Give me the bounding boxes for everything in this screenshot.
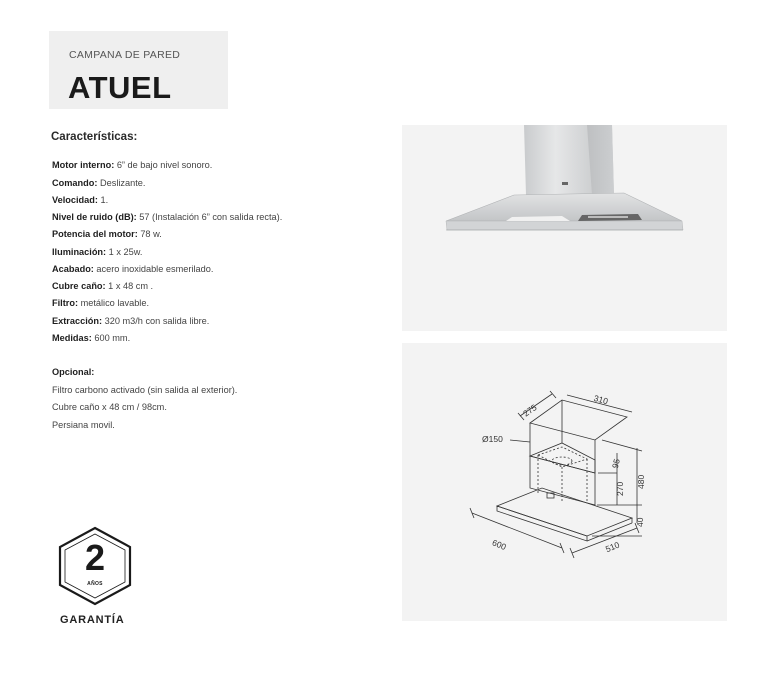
spec-value: 6” de bajo nivel sonoro. — [114, 160, 213, 170]
dim-offset: 95 — [609, 457, 622, 470]
spec-value: 1. — [97, 195, 109, 205]
product-title: ATUEL — [68, 70, 172, 105]
spec-velocidad — [52, 195, 108, 205]
title-box — [49, 31, 228, 109]
range-hood-image — [402, 125, 727, 331]
spec-label: Motor interno: — [52, 160, 115, 170]
spec-cubre-cano — [52, 281, 153, 291]
spec-comando — [52, 178, 145, 188]
spec-value: 78 w. — [137, 229, 162, 239]
spec-extraccion — [52, 316, 209, 326]
warranty-years: 2 — [84, 537, 106, 578]
dim-top-width: 310 — [592, 392, 610, 407]
spec-potencia — [52, 229, 162, 239]
spec-medidas — [52, 333, 130, 343]
spec-value: acero inoxidable esmerilado. — [93, 264, 214, 274]
dim-duct-diameter: Ø150 — [482, 434, 503, 444]
spec-filtro — [52, 298, 149, 308]
spec-label: Acabado: — [52, 264, 94, 274]
spec-value: 600 mm. — [91, 333, 131, 343]
spec-motor — [52, 160, 212, 170]
spec-label: Velocidad: — [52, 195, 98, 205]
warranty-unit: AÑOS — [87, 581, 103, 587]
spec-value: 1 x 48 cm . — [105, 281, 154, 291]
spec-value: metálico lavable. — [78, 298, 150, 308]
spec-label: Cubre caño: — [52, 281, 106, 291]
spec-label: Filtro: — [52, 298, 79, 308]
spec-label: Nivel de ruido (dB): — [52, 212, 137, 222]
spec-ruido — [52, 212, 282, 222]
warranty-label: GARANTÍA — [60, 614, 125, 626]
spec-value: 1 x 25w. — [106, 247, 143, 257]
spec-value: 320 m3/h con salida libre. — [102, 316, 210, 326]
spec-label: Extracción: — [52, 316, 103, 326]
dim-depth: 510 — [604, 539, 621, 555]
spec-label: Medidas: — [52, 333, 92, 343]
product-category: CAMPANA DE PARED — [69, 49, 181, 61]
warranty-badge — [57, 526, 133, 606]
spec-label: Potencia del motor: — [52, 229, 138, 239]
specs-heading: Características: — [51, 131, 138, 143]
dimension-diagram — [402, 343, 727, 621]
dim-hood-thickness: 40 — [635, 517, 645, 527]
dim-top-depth: 275 — [521, 402, 539, 419]
spec-value: Deslizante. — [97, 178, 146, 188]
product-photo — [402, 125, 727, 331]
dim-total-height: 480 — [636, 474, 646, 489]
dim-width: 600 — [490, 537, 508, 552]
spec-value: 57 (Instalación 6” con salida recta). — [136, 212, 283, 222]
optional-item: Filtro carbono activado (sin salida al exterior). — [52, 385, 238, 395]
spec-acabado — [52, 264, 213, 274]
optional-item: Persiana movil. — [52, 420, 115, 430]
spec-label: Comando: — [52, 178, 98, 188]
spec-label: Iluminación: — [52, 247, 107, 257]
spec-iluminacion — [52, 247, 142, 257]
optional-heading: Opcional: — [52, 367, 95, 377]
dim-lower-height: 270 — [615, 481, 625, 496]
technical-drawing — [402, 343, 727, 621]
optional-item: Cubre caño x 48 cm / 98cm. — [52, 402, 167, 412]
